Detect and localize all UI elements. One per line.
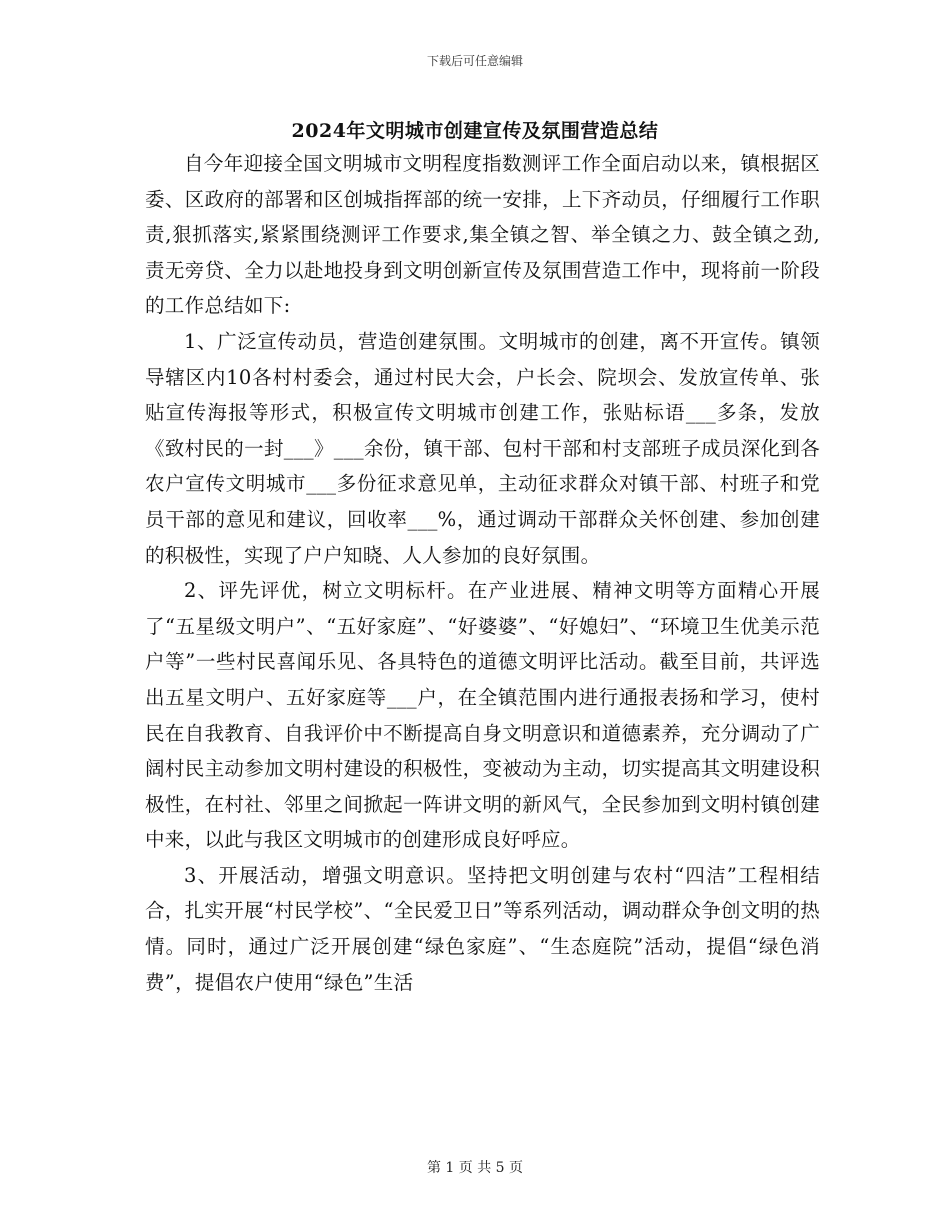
paragraph-section-1: 1、广泛宣传动员，营造创建氛围。文明城市的创建，离不开宣传。镇领导辖区内10各村村委会，通过村民大会，户长会、院坝会、发放宣传单、张贴宣传海报等形式，积极宣传文明城市创建工作，张贴标语___多条，发放《致村民的一封___》___余份，镇干部、包村干部和村支部班子成员深化到各农户宣传文明城市___多份征求意见单，主动征求群众对镇干部、村班子和党员干部的意见和建议，回收率___%，通过调动干部群众关怀创建、参加创建的积极性，实现了户户知晓、人人参加的良好氛围。: [145, 329, 820, 567]
page-header: 下载后可任意编辑: [426, 54, 523, 68]
paragraph-section-3: 3、开展活动，增强文明意识。坚持把文明创建与农村“四洁”工程相结合，扎实开展“村民学校”、“全民爱卫日”等系列活动，调动群众争创文明的热情。同时，通过广泛开展创建“绿色家庭”、“生态庭院”活动，提倡“绿色消费”，提倡农户使用“绿色”生活: [145, 863, 820, 994]
document-title: 2024年文明城市创建宣传及氛围营造总结: [291, 120, 659, 142]
paragraph-intro: 自今年迎接全国文明城市文明程度指数测评工作全面启动以来，镇根据区委、区政府的部署和区创城指挥部的统一安排，上下齐动员，仔细履行工作职责,狠抓落实,紧紧围绕测评工作要求,集全镇之智、举全镇之力、鼓全镇之劲,责无旁贷、全力以赴地投身到文明创新宣传及氛围营造工作中，现将前一阶段的工作总结如下:: [145, 152, 820, 318]
paragraph-section-2: 2、评先评优，树立文明标杆。在产业进展、精神文明等方面精心开展了“五星级文明户”、“五好家庭”、“好婆婆”、“好媳妇”、“环境卫生优美示范户等”一些村民喜闻乐见、各具特色的道德文明评比活动。截至目前，共评选出五星文明户、五好家庭等___户，在全镇范围内进行通报表扬和学习，使村民在自我教育、自我评价中不断提高自身文明意识和道德素养，充分调动了广阔村民主动参加文明村建设的积极性，变被动为主动，切实提高其文明建设积极性，在村社、邻里之间掀起一阵讲文明的新风气，全民参加到文明村镇创建中来，以此与我区文明城市的创建形成良好呼应。: [145, 579, 820, 852]
page-number: 第 1 页 共 5 页: [426, 1160, 524, 1176]
document-body: [145, 146, 820, 1000]
